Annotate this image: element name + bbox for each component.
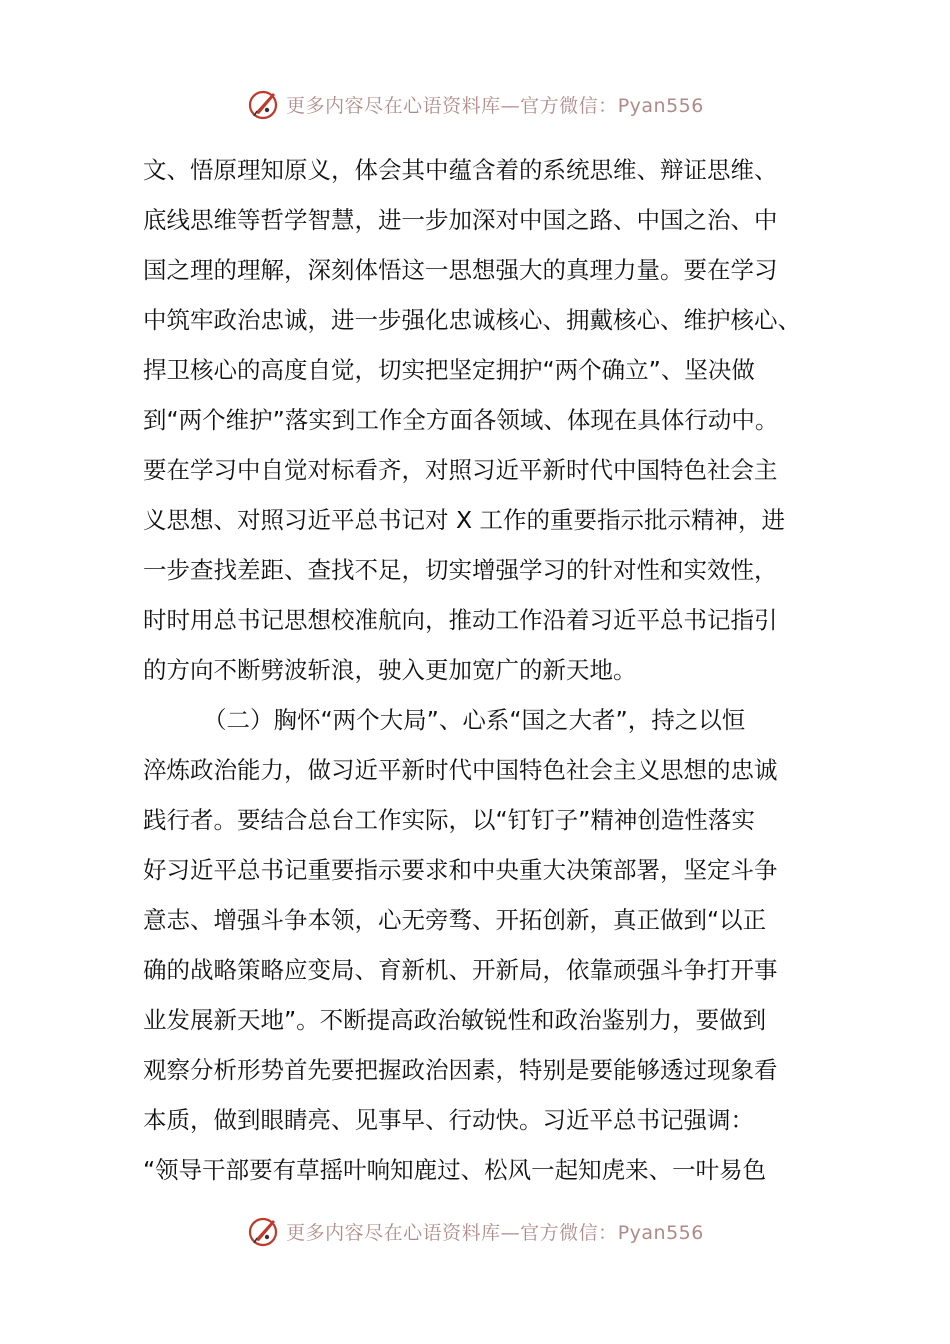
text-line: 国之理的理解，深刻体悟这一思想强大的真理力量。要在学习 — [143, 256, 778, 284]
quill-logo-icon — [246, 86, 282, 122]
text-line: 的方向不断劈波斩浪，驶入更加宽广的新天地。 — [143, 656, 637, 684]
text-line: 业发展新天地”。不断提高政治敏锐性和政治鉴别力，要做到 — [143, 1006, 767, 1034]
text-line: 践行者。要结合总台工作实际，以“钉钉子”精神创造性落实 — [143, 806, 755, 834]
text-line: 到“两个维护”落实到工作全方面各领域、体现在具体行动中。 — [143, 406, 779, 434]
text-line: 底线思维等哲学智慧，进一步加深对中国之路、中国之治、中 — [143, 206, 778, 234]
text-line: 时时用总书记思想校准航向，推动工作沿着习近平总书记指引 — [143, 606, 778, 634]
watermark-banner-top — [0, 84, 950, 124]
text-line: 本质，做到眼睛亮、见事早、行动快。习近平总书记强调： — [143, 1106, 754, 1134]
text-line: 中筑牢政治忠诚，进一步强化忠诚核心、拥戴核心、维护核心、 — [143, 306, 801, 334]
text-line: 文、悟原理知原义，体会其中蕴含着的系统思维、辩证思维、 — [143, 156, 778, 184]
watermark-text: 更多内容尽在心语资料库—官方微信：Pyan556 — [286, 94, 704, 117]
section-heading-line: （二）胸怀“两个大局”、心系“国之大者”，持之以恒 — [203, 706, 746, 734]
text-line: “领导干部要有草摇叶响知鹿过、松风一起知虎来、一叶易色 — [143, 1156, 767, 1184]
quill-logo-icon — [246, 1213, 282, 1249]
text-line: 一步查找差距、查找不足，切实增强学习的针对性和实效性， — [143, 556, 778, 584]
text-line: 确的战略策略应变局、育新机、开新局，依靠顽强斗争打开事 — [143, 956, 778, 984]
text-line: 淬炼政治能力，做习近平新时代中国特色社会主义思想的忠诚 — [143, 756, 778, 784]
text-line: 捍卫核心的高度自觉，切实把坚定拥护“两个确立”、坚决做 — [143, 356, 755, 384]
document-body — [143, 145, 803, 1195]
text-line: 要在学习中自觉对标看齐，对照习近平新时代中国特色社会主 — [143, 456, 778, 484]
text-line: 意志、增强斗争本领，心无旁骛、开拓创新，真正做到“以正 — [143, 906, 767, 934]
watermark-text: 更多内容尽在心语资料库—官方微信：Pyan556 — [286, 1221, 704, 1244]
text-line: 观察分析形势首先要把握政治因素，特别是要能够透过现象看 — [143, 1056, 778, 1084]
watermark-banner-bottom — [0, 1211, 950, 1251]
text-line: 好习近平总书记重要指示要求和中央重大决策部署，坚定斗争 — [143, 856, 778, 884]
text-line: 义思想、对照习近平总书记对 X 工作的重要指示批示精神，进 — [143, 506, 786, 534]
